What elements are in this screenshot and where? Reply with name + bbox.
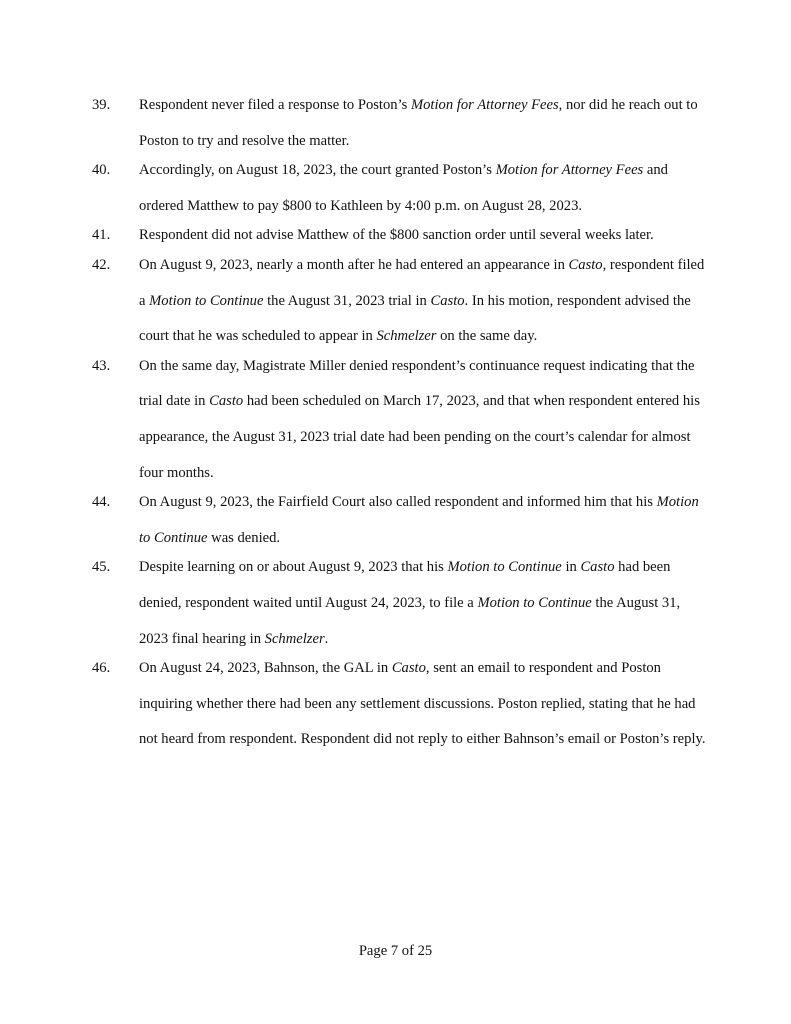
paragraph-45 [92, 550, 712, 657]
paragraph-text: Respondent did not advise Matthew of the $800 sanction order until several weeks later. [139, 227, 654, 244]
page-footer [0, 941, 791, 961]
paragraph-43 [92, 349, 712, 491]
paragraph-text: Despite learning on or about August 9, 2023 that his Motion to Continue in Casto had been denied, respondent waited until August 24, 2023, to file a Motion to Continue the August 31, 2023 final hearing in Schmelzer. [139, 559, 681, 647]
paragraph-text: Accordingly, on August 18, 2023, the court granted Poston’s Motion for Attorney Fees and ordered Matthew to pay $800 to Kathleen by 4:00 p.m. on August 28, 2023. [139, 162, 668, 214]
paragraph-text: Respondent never filed a response to Poston’s Motion for Attorney Fees, nor did he reach out to Poston to try and resolve the matter. [139, 97, 698, 149]
paragraph-text: On the same day, Magistrate Miller denied respondent’s continuance request indicating that the trial date in Casto had been scheduled on March 17, 2023, and that when respondent entered his appearance, the August 31, 2023 trial date had been pending on the court’s calendar for almost four months. [139, 357, 700, 481]
paragraph-number: 39. [92, 97, 111, 113]
paragraph-40 [92, 153, 712, 224]
paragraph-number: 40. [92, 162, 111, 179]
paragraph-text: On August 9, 2023, the Fairfield Court also called respondent and informed him that his Motion to Continue was denied. [139, 494, 699, 546]
paragraph-44 [92, 485, 712, 556]
paragraph-42 [92, 248, 712, 355]
paragraph-list [92, 88, 712, 758]
paragraph-text: On August 9, 2023, nearly a month after he had entered an appearance in Casto, respondent filed a Motion to Continue the August 31, 2023 trial in Casto. In his motion, respondent advised the court that he was scheduled to appear in Schmelzer on the same day. [139, 256, 705, 345]
paragraph-text: On August 24, 2023, Bahnson, the GAL in Casto, sent an email to respondent and Poston inquiring whether there had been any settlement discussions. Poston replied, stating that he had not heard from respondent. Respondent did not reply to either Bahnson’s email or Poston’s reply. [139, 660, 706, 748]
paragraph-46 [92, 651, 712, 758]
paragraph-number: 42. [92, 256, 111, 273]
paragraph-number: 43. [92, 357, 111, 374]
paragraph-number: 45. [92, 559, 111, 576]
paragraph-39 [92, 88, 712, 159]
page-number-label: Page 7 of 25 [358, 943, 433, 959]
paragraph-number: 46. [92, 660, 111, 677]
paragraph-number: 41. [92, 227, 111, 244]
paragraph-number: 44. [92, 494, 111, 511]
